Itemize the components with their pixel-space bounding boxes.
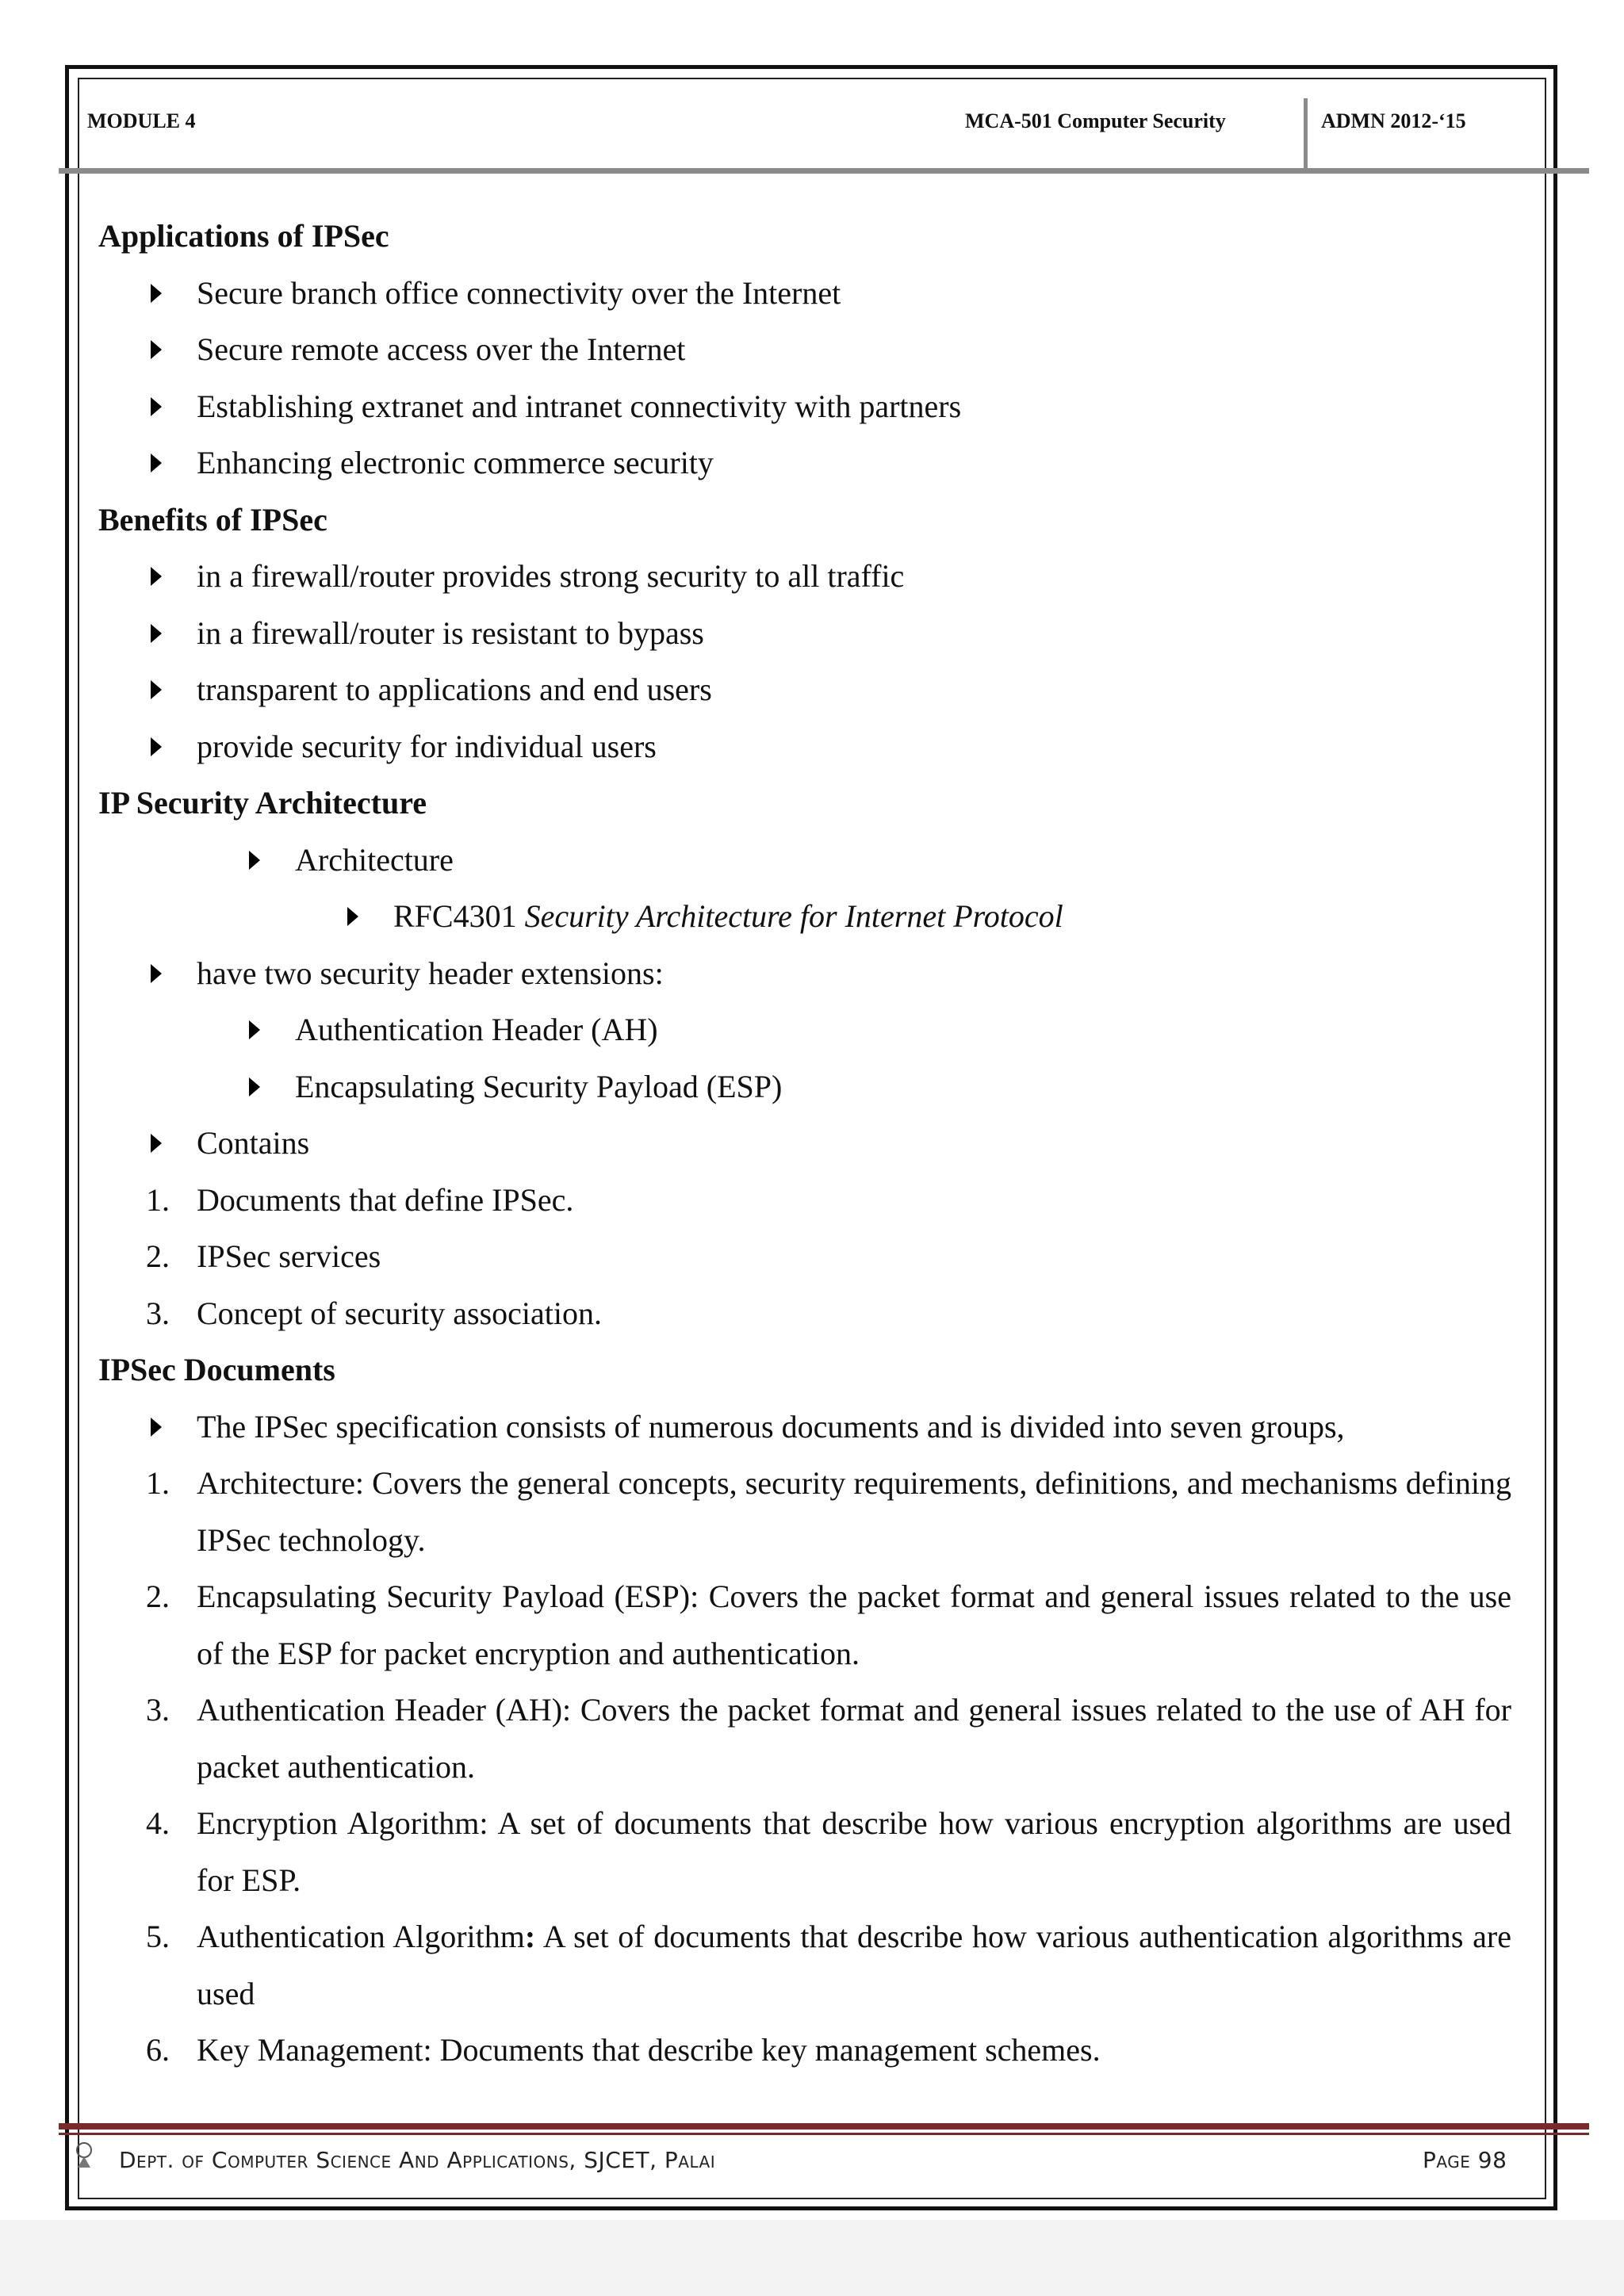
batch-label: ADMN 2012-‘15 (1321, 109, 1466, 132)
college-logo-icon (73, 2141, 95, 2169)
bullet-arrow-icon (151, 680, 162, 699)
list-item: Secure branch office connectivity over the Internet (98, 265, 1511, 322)
bullet-arrow-icon (249, 851, 260, 870)
numbered-item: 3. Concept of security association. (146, 1295, 602, 1331)
list-item: Enhancing electronic commerce security (98, 434, 1511, 492)
header-rule (59, 168, 1589, 174)
list-item: The IPSec specification consists of numerous documents and is divided into seven groups, (98, 1399, 1511, 1456)
numbered-item: 6. Key Management: Documents that describe key management schemes. (146, 2032, 1101, 2068)
list-item: have two security header extensions: (98, 945, 1511, 1002)
numbered-item: 2. Encapsulating Security Payload (ESP): Covers the packet format and general issues related to the use of the ESP for packet encryption and authentication. (146, 1578, 1511, 1671)
bullet-arrow-icon (347, 907, 358, 926)
page-content (98, 208, 1511, 2079)
list-item (98, 888, 1511, 945)
list-item: Architecture (98, 832, 1511, 889)
numbered-item: 1. Architecture: Covers the general concepts, security requirements, definitions, and mechanisms defining IPSec technology. (146, 1465, 1511, 1558)
list-item: in a firewall/router is resistant to bypass (98, 605, 1511, 662)
course-title: MCA-501 Computer Security (965, 109, 1226, 132)
list-item: Secure remote access over the Internet (98, 321, 1511, 378)
bullet-arrow-icon (151, 737, 162, 756)
bullet-arrow-icon (151, 1134, 162, 1153)
bullet-arrow-icon (151, 340, 162, 359)
list-item: in a firewall/router provides strong security to all traffic (98, 548, 1511, 605)
footer-rule-thin (59, 2133, 1589, 2135)
bullet-arrow-icon (249, 1020, 260, 1039)
numbered-item: 3. Authentication Header (AH): Covers the packet format and general issues related to the use of AH for packet authentication. (146, 1692, 1511, 1785)
bullet-arrow-icon (151, 624, 162, 643)
bullet-arrow-icon (151, 453, 162, 473)
heading-benefits: Benefits of IPSec (98, 501, 327, 538)
heading-documents: IPSec Documents (98, 1352, 335, 1387)
heading-architecture: IP Security Architecture (98, 785, 427, 821)
footer-rule (59, 2123, 1589, 2130)
module-label: MODULE 4 (87, 109, 196, 132)
bullet-arrow-icon (249, 1077, 260, 1096)
list-item: Authentication Header (AH) (98, 1001, 1511, 1058)
list-item: provide security for individual users (98, 718, 1511, 775)
header-divider (1304, 98, 1308, 171)
numbered-item: 2. IPSec services (146, 1238, 381, 1274)
numbered-item: 5. Authentication Algorithm: A set of documents that describe how various authentication algorithms are used (146, 1919, 1511, 2011)
footer-department: Dept. of Computer Science And Applications, SJCET, Palai (119, 2147, 716, 2173)
bullet-arrow-icon (151, 567, 162, 586)
bullet-arrow-icon (151, 964, 162, 983)
rfc-number: RFC4301 (393, 898, 517, 934)
footer-page-number: Page 98 (1423, 2147, 1507, 2173)
list-item: Establishing extranet and intranet connectivity with partners (98, 378, 1511, 435)
list-item: Encapsulating Security Payload (ESP) (98, 1058, 1511, 1115)
numbered-item: 1. Documents that define IPSec. (146, 1181, 574, 1218)
numbered-item: 4. Encryption Algorithm: A set of documents that describe how various encryption algorithms are used for ESP. (146, 1805, 1511, 1898)
heading-applications: Applications of IPSec (98, 218, 389, 254)
bottom-margin (0, 2220, 1624, 2296)
bullet-arrow-icon (151, 397, 162, 416)
bullet-arrow-icon (151, 1418, 162, 1437)
list-item: transparent to applications and end users (98, 661, 1511, 718)
rfc-title: Security Architecture for Internet Protocol (524, 898, 1063, 934)
bullet-arrow-icon (151, 284, 162, 303)
list-item: Contains (98, 1115, 1511, 1172)
